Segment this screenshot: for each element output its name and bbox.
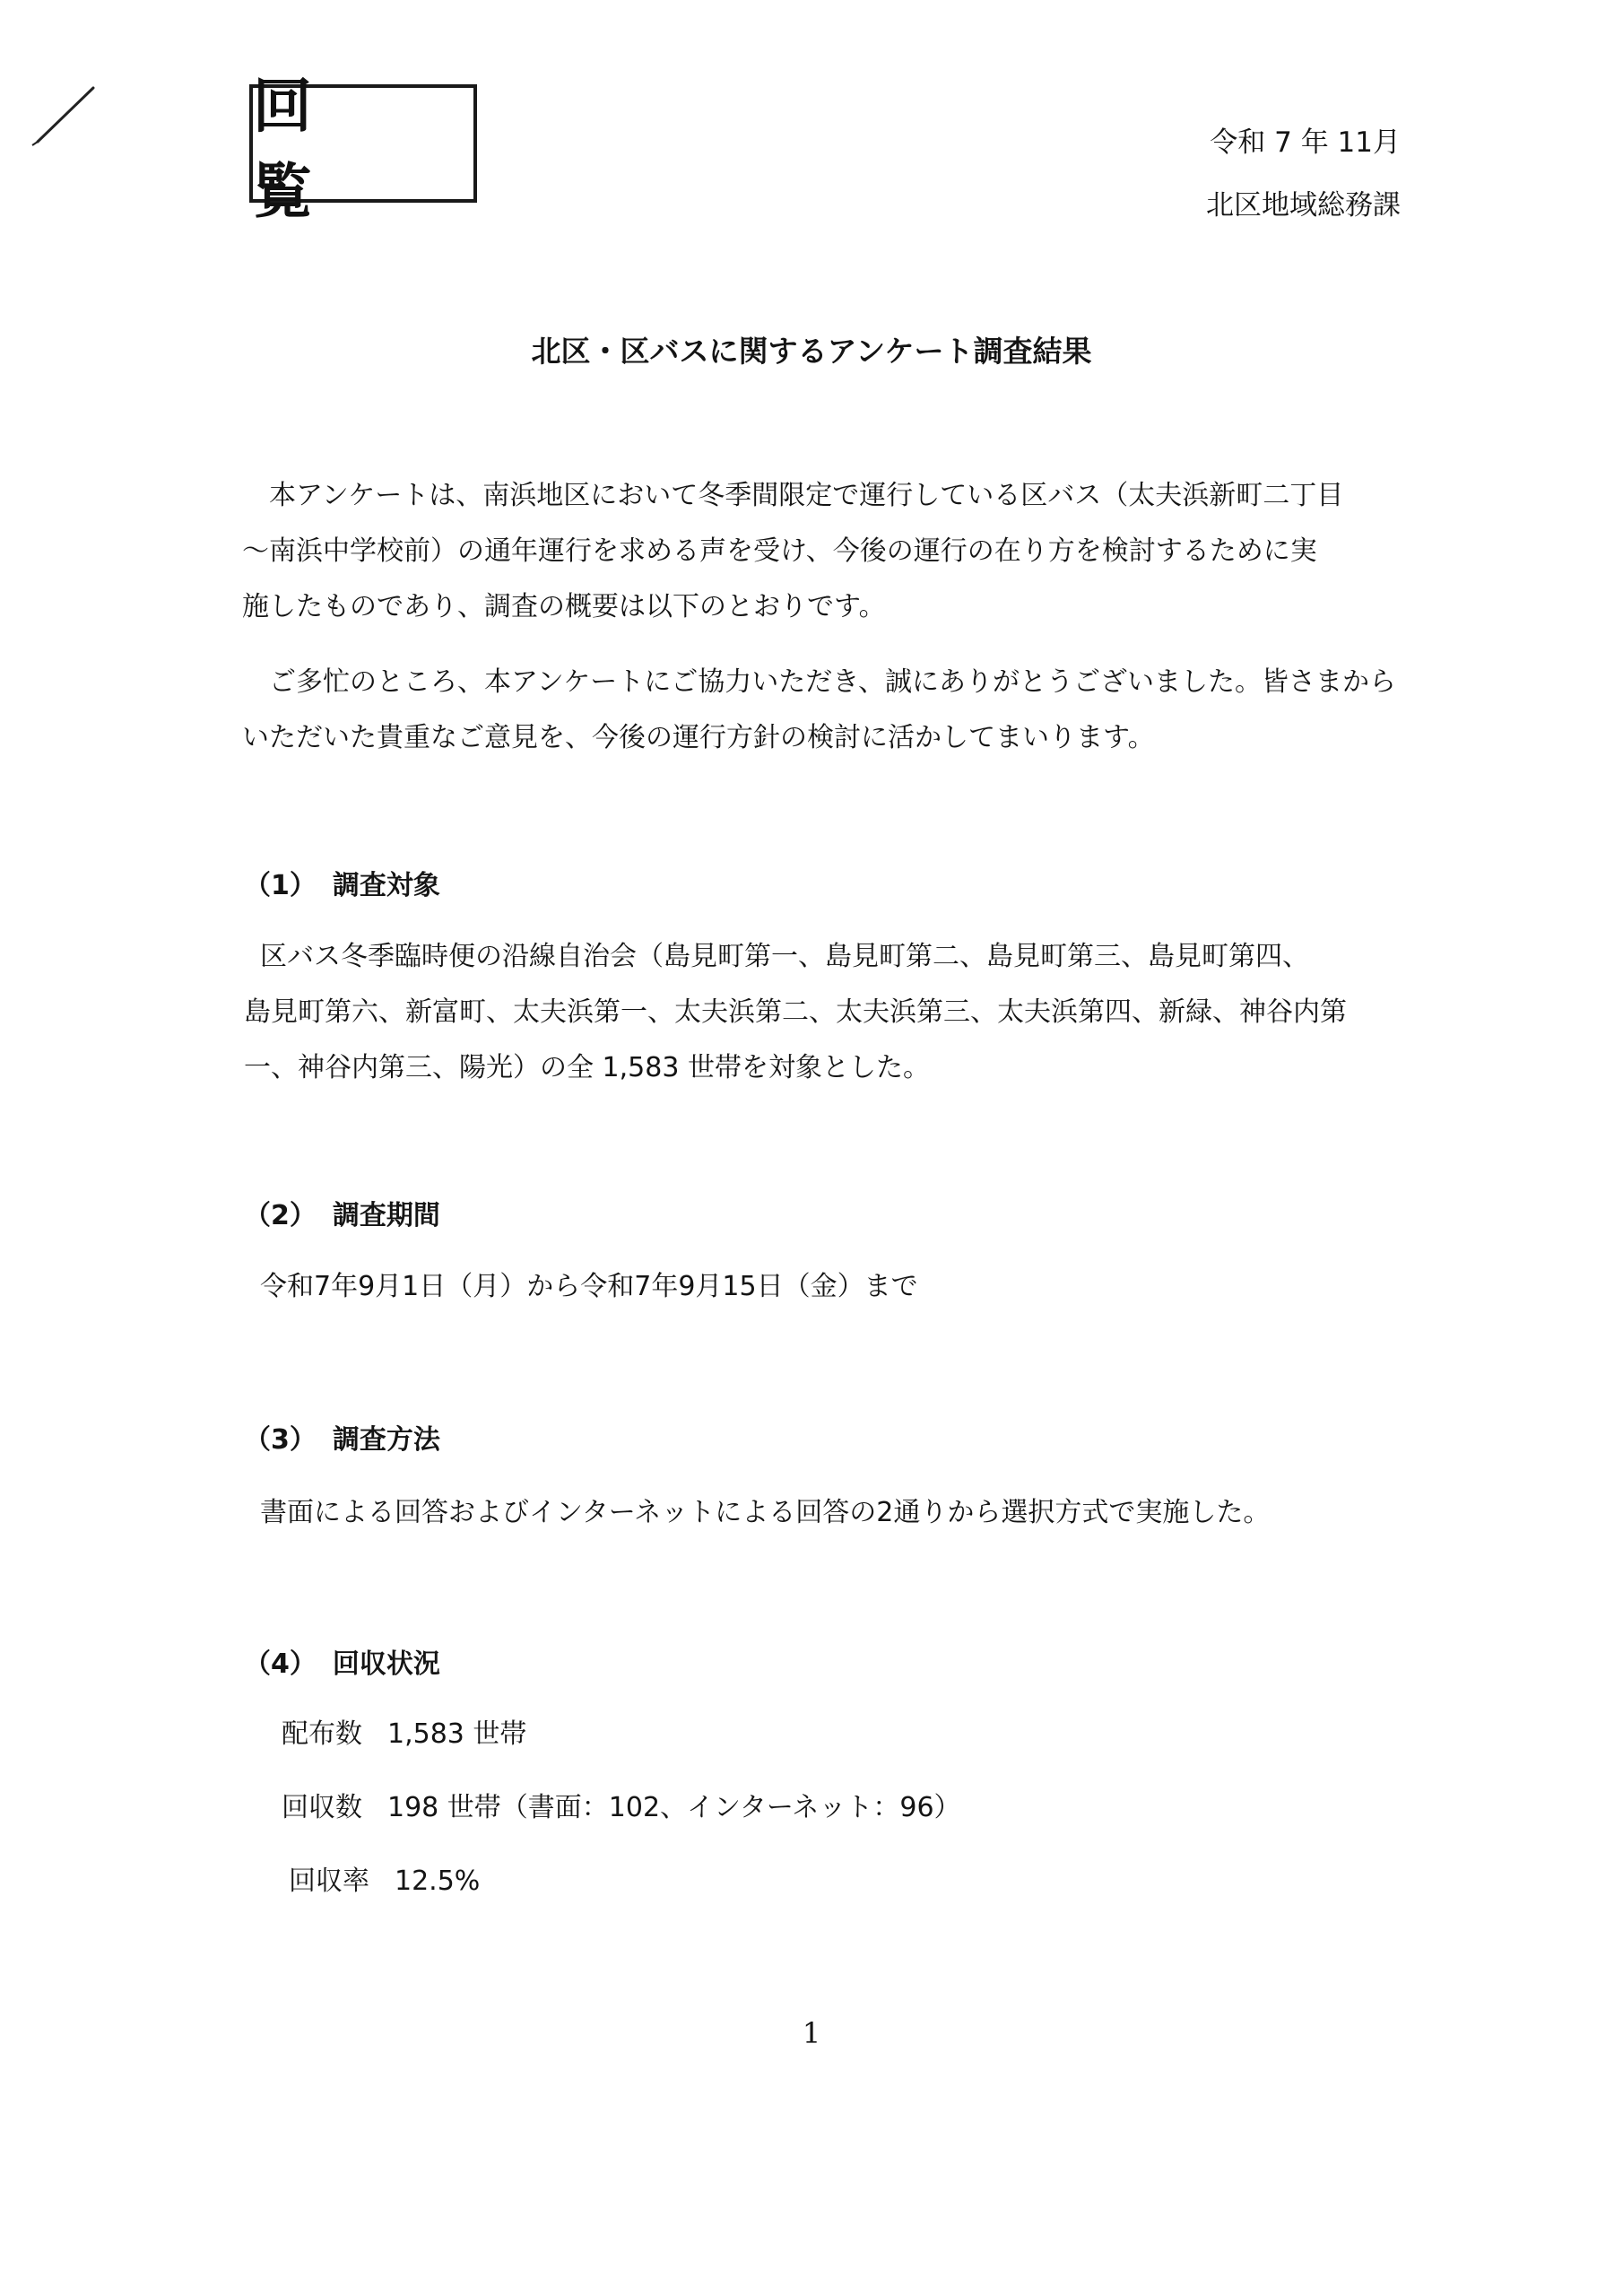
section-body-survey-period: 令和7年9月1日（月）から令和7年9月15日（金）まで [260,1271,918,1302]
section-title: 調査方法 [332,1424,440,1456]
text-line: 島見町第六、新富町、太夫浜第一、太夫浜第二、太夫浜第三、太夫浜第四、新緑、神谷内第 [244,996,1347,1028]
intro-paragraph-2 [242,655,1396,766]
section-title: 調査対象 [332,870,440,901]
text-line: ご多忙のところ、本アンケートにご協力いただき、誠にありがとうございました。皆さまから [269,666,1396,698]
issuing-department: 北区地域総務課 [1206,189,1401,222]
section-heading-collection-status [244,1641,440,1681]
text-line: 施したものであり、調査の概要は以下のとおりです。 [242,591,886,622]
stat-distributed [282,1711,526,1751]
stat-label: 回収率 [289,1866,369,1897]
text-line: 区バス冬季臨時便の沿線自治会（島見町第一、島見町第二、島見町第三、島見町第四、 [260,941,1309,972]
stat-collected [282,1785,961,1824]
circulation-stamp [249,72,477,226]
intro-paragraph-1 [242,468,1381,635]
section-number: （4） [244,1648,317,1680]
stat-value: 1,583 世帯 [387,1718,527,1750]
page-number: 1 [802,2016,821,2050]
section-title: 調査期間 [332,1200,440,1231]
stamp-label: 回 覧 [253,72,355,226]
text-line: ～南浜中学校前）の通年運行を求める声を受け、今後の運行の在り方を検討するために実 [242,535,1317,567]
text-line: いただいた貴重なご意見を、今後の運行方針の検討に活かしてまいります。 [242,722,1155,753]
section-number: （1） [244,870,317,901]
section-body-survey-method: 書面による回答およびインターネットによる回答の2通りから選択方式で実施した。 [260,1497,1271,1528]
section-heading-survey-target [244,863,440,902]
section-number: （2） [244,1200,317,1231]
text-line: 本アンケートは、南浜地区において冬季間限定で運行している区バス（太夫浜新町二丁目 [269,480,1344,511]
section-title: 回収状況 [332,1648,440,1680]
stat-collection-rate [289,1858,480,1898]
section-heading-survey-method [244,1417,440,1457]
stat-label: 配布数 [282,1718,362,1750]
issue-date: 令和 7 年 11月 [1210,126,1401,159]
section-heading-survey-period [244,1193,440,1232]
text-line: 一、神谷内第三、陽光）の全 1,583 世帯を対象とした。 [244,1052,930,1083]
pen-slash-mark [25,79,106,151]
stat-value: 198 世帯（書面：102、インターネット：96） [387,1792,961,1823]
stat-label: 回収数 [282,1792,362,1823]
section-body-survey-target [244,929,1347,1096]
stat-value: 12.5% [395,1866,481,1897]
document-header [1206,111,1401,237]
section-number: （3） [244,1424,317,1456]
document-title: 北区・区バスに関するアンケート調査結果 [531,334,1092,369]
